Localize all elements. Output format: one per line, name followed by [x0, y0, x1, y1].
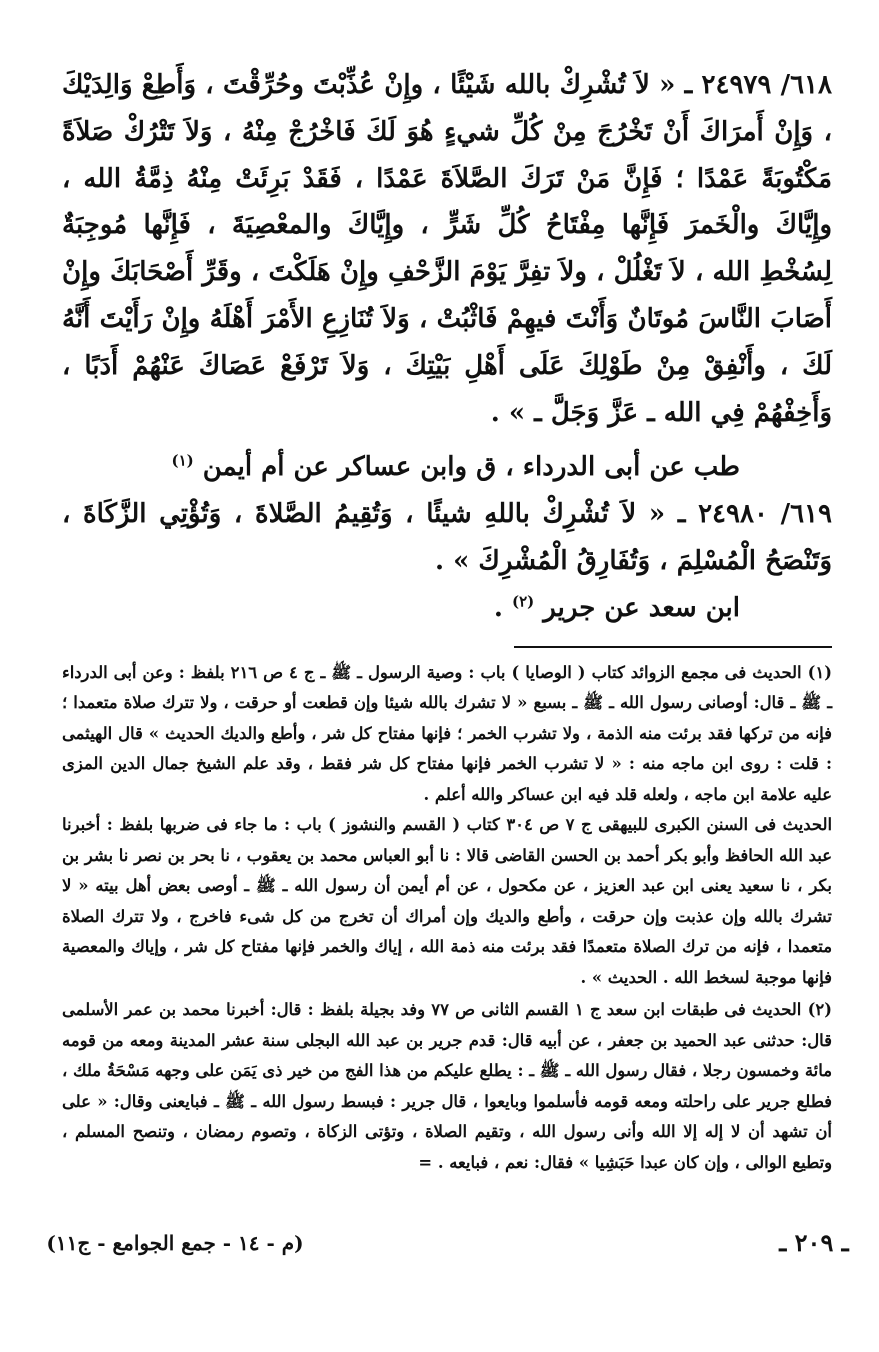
book-page: [62, 62, 832, 1312]
hadith-entry: [62, 62, 832, 436]
footnote-reference: (٢): [511, 592, 535, 611]
footnotes-section: [62, 658, 832, 1179]
footnote: [62, 658, 832, 811]
hadith-entry: [62, 491, 832, 585]
hadith-section: [62, 62, 832, 632]
footnote-label: (٢): [807, 1000, 832, 1020]
footnote-end-mark: =: [418, 1152, 433, 1172]
hadith-number: ٦١٨/ ٢٤٩٧٩ ـ: [684, 70, 832, 100]
source-end-mark: .: [493, 592, 503, 623]
footnote-divider: [514, 646, 832, 648]
volume-label: (م - ١٤ - جمع الجوامع - ج١١): [46, 1231, 304, 1255]
footnote-reference: (١): [171, 451, 194, 470]
source-text: طب عن أبى الدرداء ، ق وابن عساكر عن أم أيمن: [202, 452, 740, 483]
source-text: ابن سعد عن جرير: [543, 592, 740, 623]
hadith-source: [62, 585, 832, 632]
footnote-text: الحديث فى مجمع الزوائد كتاب ( الوصايا ) باب : وصية الرسول ـ ﷺ ـ ج ٤ ص ٢١٦ بلفظ : وعن أبى الدرداء ـ ﷺ ـ قال: أوصانى رسول الله ـ ﷺ ـ بسبع « لا تشرك بالله شيئا وإن قطعت أو حرقت ، ولا تترك صلاة متعمدا ؛ فإنه من تركها فقد برئت منه الذمة ، ولا تشرب الخمر ؛ فإنها مفتاح كل شر ، وأطع والديك الحديث » قال الهيثمى : قلت : روى ابن ماجه منه : « لا تشرب الخمر فإنها مفتاح كل شر فقط ، وقد علم الشيخ جمال الدين المزى عليه علامة ابن ماجه ، ولعله قلد فيه ابن عساكر والله أعلم .: [62, 662, 832, 804]
footnote-continuation: [62, 810, 832, 993]
hadith-text: « لاَ تُشْرِكْ باللهِ شيئًا ، وَتُقِيمُ الصَّلاةَ ، وَتُؤْتِي الزَّكَاةَ ، وَتَنْصَحُ الْمُسْلِمَ ، وَتُفَارِقُ الْمُشْرِكَ » .: [62, 499, 832, 576]
page-number: ـ ٢٠٩ ـ: [779, 1228, 849, 1257]
hadith-number: ٦١٩/ ٢٤٩٨٠ ـ: [677, 499, 832, 530]
footnote-label: (١): [807, 662, 832, 682]
hadith-source: [62, 444, 832, 491]
hadith-text: « لاَ تُشْرِكْ بالله شَيْئًا ، وإِنْ عُذِّبْتَ وحُرِّقْتَ ، وَأَطِعْ وَالِدَيْكَ ، وَإِنْ أَمرَاكَ أَنْ تَخْرُجَ مِنْ كُلِّ شيءٍ هُوَ لَكَ فَاخْرُجْ مِنْهُ ، وَلاَ تَتْرُكْ صَلاَةً مَكْتُوبَةً عَمْدًا ؛ فَإِنَّ مَنْ تَرَكَ الصَّلاَةَ عَمْدًا ، فَقَدْ بَرِئَتْ مِنْهُ ذِمَّةُ الله ، وإِيَّاكَ والْخَمرَ فَإِنَّها مِفْتَاحُ كُلِّ شَرٍّ ، وإِيَّاكَ والمعْصِيَةَ ، فَإِنَّها مُوجِبَةٌ لِسُخْطِ الله ، لاَ تَغْلُلْ ، ولاَ تفِرَّ يَوْمَ الزَّحْفِ وإِنْ هَلَكْتَ ، وقَرِّ أَصْحَابَكَ وإِنْ أَصَابَ النَّاسَ مُوتَانٌ وَأَنْتَ فيهِمْ فَاثْبُتْ ، وَلاَ تُنَازِعِ الأَمْرَ أَهْلَهُ وإِنْ رَأَيْتَ أَنَّهُ لَكَ ، وأَنْفِقْ مِنْ طَوْلِكَ عَلَى أَهْلِ بَيْتِكَ ، وَلاَ تَرْفَعْ عَصَاكَ عَنْهُمْ أَدَبًا ، وَأَخِفْهُمْ فِي الله ـ عَزَّ وَجَلَّ ـ » .: [62, 70, 832, 428]
footnote: [62, 995, 832, 1178]
footnote-text: الحديث فى طبقات ابن سعد ج ١ القسم الثانى ص ٧٧ وفد بجيلة بلفظ : قال: أخبرنا محمد بن عمر الأسلمى قال: حدثنى عبد الحميد بن جعفر ، عن أبيه قال: قدم جرير بن عبد الله البجلى سنة عشر المدينة ومعه من قومه مائة وخمسون رجلا ، فقال رسول الله ـ ﷺ ـ : يطلع عليكم من هذا الفج من خير ذى يَمَن على وجهه مَسْحَةُ ملك ، فطلع جرير على راحلته ومعه قومه فأسلموا وبايعوا ، قال جرير : فبسط رسول الله ـ ﷺ ـ فبايعنى وقال: « على أن تشهد أن لا إله إلا الله وأنى رسول الله ، وتقيم الصلاة ، وتؤتى الزكاة ، وتصوم رمضان ، وتنصح المسلم ، وتطيع الوالى ، وإن كان عبدا حَبَشِيا » فقال: نعم ، فبايعه .: [62, 1000, 832, 1172]
page-footer: [0, 1222, 879, 1264]
footnote-text: الحديث فى السنن الكبرى للبيهقى ج ٧ ص ٣٠٤ كتاب ( القسم والنشوز ) باب : ما جاء فى ضربها بلفظ : أخبرنا عبد الله الحافظ وأبو بكر أحمد بن الحسن القاضى قالا : نا أبو العباس محمد بن يعقوب ، نا بحر بن نصر نا بشر بن بكر ، نا سعيد يعنى ابن عبد العزيز ، عن مكحول ، عن أم أيمن أن رسول الله ـ ﷺ ـ أوصى بعض أهل بيته « لا تشرك بالله وإن عذبت وإن حرقت ، وأطع والديك وإن أمراك أن تخرج من كل شىء فاخرج ، ولا تترك الصلاة متعمدا ، فإنه من ترك الصلاة متعمدًا فقد برئت منه ذمة الله ، إياك والخمر فإنها مفتاح كل شر ، وإياك والمعصية فإنها موجبة لسخط الله . الحديث » .: [62, 815, 833, 987]
